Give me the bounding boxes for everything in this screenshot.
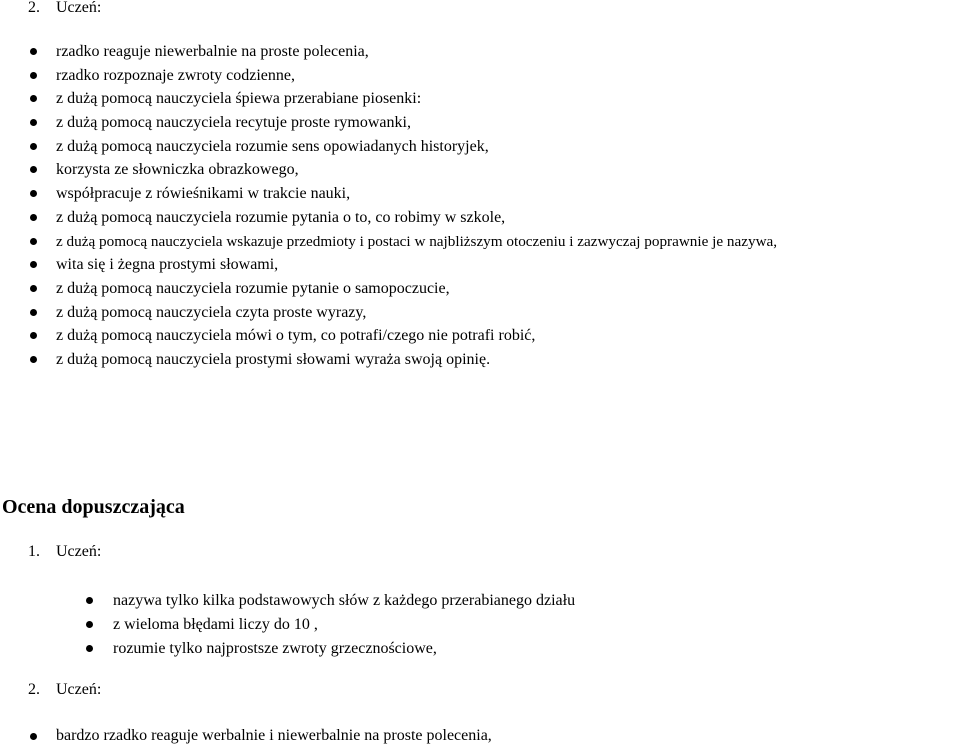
list-item-text: z dużą pomocą nauczyciela recytuje proste rymowanki, [56,114,411,131]
list-label: Uczeń: [56,0,102,16]
bullet-icon [86,597,93,604]
list-item-text: z dużą pomocą nauczyciela rozumie sens opowiadanych historyjek, [56,138,489,155]
list-item-text: rzadko reaguje niewerbalnie na proste polecenia, [56,43,369,60]
bullet-icon [30,238,37,245]
list-item-text: współpracuje z rówieśnikami w trakcie nauki, [56,185,351,202]
bullet-icon [30,72,37,79]
list-item-text: z dużą pomocą nauczyciela śpiewa przerabiane piosenki: [56,90,422,107]
list-label: Uczeń: [56,543,102,560]
bullet-icon [30,48,37,55]
bullet-icon [86,621,93,628]
section-heading: Ocena dopuszczająca [2,496,185,518]
list-item-text: bardzo rzadko reaguje werbalnie i niewerbalnie na proste polecenia, [56,727,492,744]
list-item-text: rozumie tylko najprostsze zwroty grzecznościowe, [113,640,437,657]
list-item-text: nazywa tylko kilka podstawowych słów z każdego przerabianego działu [113,592,576,609]
list-number: 2. [28,681,40,698]
bullet-icon [30,119,37,126]
list-item-text: z dużą pomocą nauczyciela mówi o tym, co potrafi/czego nie potrafi robić, [56,327,536,344]
bullet-icon [30,190,37,197]
list-item-text: z dużą pomocą nauczyciela prostymi słowami wyraża swoją opinię. [56,351,491,368]
list-item-text: z dużą pomocą nauczyciela czyta proste wyrazy, [56,304,367,321]
list-item-text: z dużą pomocą nauczyciela rozumie pytanie o samopoczucie, [56,280,450,297]
list-number: 1. [28,543,40,560]
list-label: Uczeń: [56,681,102,698]
bullet-icon [30,285,37,292]
list-item-text: korzysta ze słowniczka obrazkowego, [56,161,299,178]
bullet-icon [30,332,37,339]
bullet-icon [30,733,37,740]
list-item-text: wita się i żegna prostymi słowami, [56,256,279,273]
bullet-icon [30,261,37,268]
list-item-text: rzadko rozpoznaje zwroty codzienne, [56,67,295,84]
bullet-icon [30,214,37,221]
bullet-icon [30,95,37,102]
list-number: 2. [28,0,40,16]
bullet-icon [30,166,37,173]
bullet-icon [30,356,37,363]
bullet-icon [30,309,37,316]
list-item-text: z dużą pomocą nauczyciela rozumie pytania o to, co robimy w szkole, [56,209,506,226]
list-item-text: z wieloma błędami liczy do 10 , [113,616,318,633]
bullet-icon [30,143,37,150]
list-item-text: z dużą pomocą nauczyciela wskazuje przedmioty i postaci w najbliższym otoczeniu i zazwyczaj poprawnie je nazywa, [56,233,778,250]
bullet-icon [86,645,93,652]
